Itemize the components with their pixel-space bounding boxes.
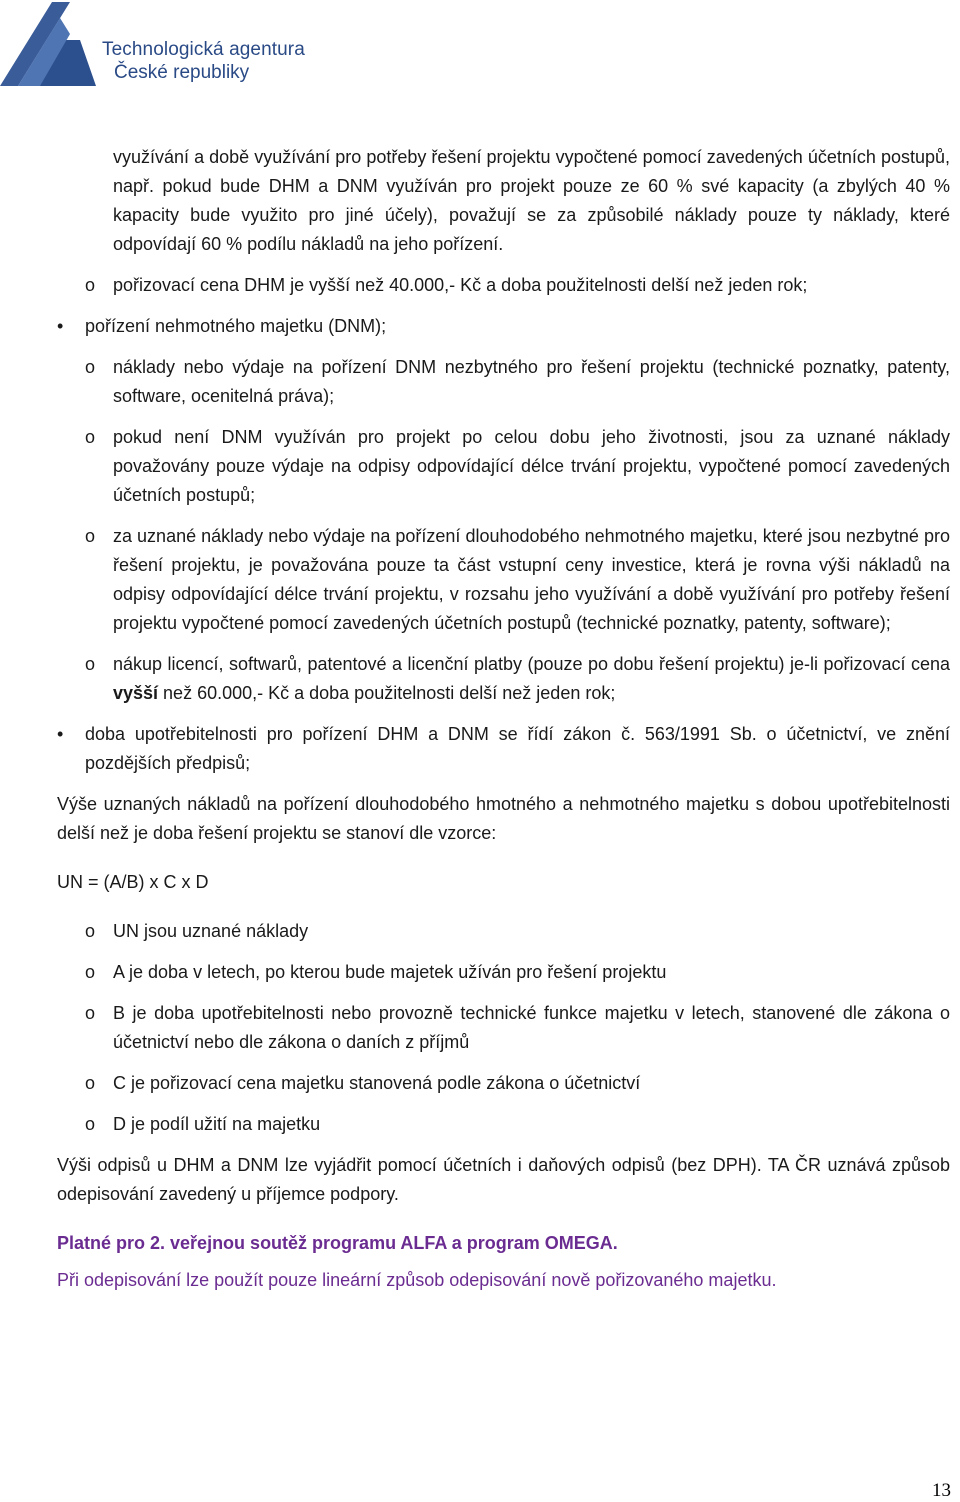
bullet-icon: • (57, 724, 64, 744)
bullet-dnm (57, 312, 950, 341)
formula-item-text: A je doba v letech, po kterou bude majetek užíván pro řešení projektu (113, 962, 667, 982)
bullet-icon: • (57, 316, 64, 336)
formula-intro: Výše uznaných nákladů na pořízení dlouhodobého hmotného a nehmotného majetku s dobou upotřebitelnosti delší než je doba řešení projektu se stanoví dle vzorce: (57, 794, 950, 843)
note-title: Platné pro 2. veřejnou soutěž programu ALFA a program OMEGA. (57, 1233, 618, 1253)
formula-item-text: C je pořizovací cena majetku stanovená podle zákona o účetnictví (113, 1073, 641, 1093)
formula-item-a (57, 958, 950, 987)
circle-marker-icon: o (85, 1114, 96, 1134)
note-text: Při odepisování lze použít pouze lineární způsob odepisování nově pořizovaného majetku. (57, 1270, 777, 1290)
bullet-text: pořízení nehmotného majetku (DNM); (85, 316, 387, 336)
bullet-text: doba upotřebitelnosti pro pořízení DHM a DNM se řídí zákon č. 563/1991 Sb. o účetnictví, ve znění pozdějších předpisů; (85, 724, 950, 773)
tacr-logo (0, 0, 330, 95)
license-text-bold: vyšší (113, 683, 159, 703)
list-item-text: pořizovací cena DHM je vyšší než 40.000,- Kč a doba použitelnosti delší než jeden rok; (113, 275, 808, 295)
list-item-text: za uznané náklady nebo výdaje na pořízení dlouhodobého nehmotného majetku, které jsou nezbytné pro řešení projektu, je považována pouze ta část vstupní ceny investice, která je rovna výši nákladů na odpisy odpovídající délce trvání projektu, v rozsahu jeho využívání a době využívání pro potřeby řešení projektu vypočtené pomocí zavedených účetních postupů (technické poznatky, patenty, software); (113, 526, 950, 633)
formula: UN = (A/B) x C x D (57, 872, 209, 892)
circle-marker-icon: o (85, 526, 96, 546)
list-item-licenses (57, 650, 950, 708)
circle-marker-icon: o (85, 654, 96, 674)
formula-item-text: D je podíl užití na majetku (113, 1114, 321, 1134)
intro-continuation: využívání a době využívání pro potřeby řešení projektu vypočtené pomocí zavedených účetních postupů, např. pokud bude DHM a DNM využíván pro projekt pouze ze 60 % své kapacity (a zbylých 40 % kapacity bude využito pro jiné účely), považují se za způsobilé náklady pouze ty náklady, které odpovídají 60 % podílu nákladů na jeho pořízení. (113, 147, 950, 254)
circle-marker-icon: o (85, 921, 96, 941)
document-body (57, 143, 950, 1295)
formula-item-un (57, 917, 950, 946)
circle-marker-icon: o (85, 427, 96, 447)
formula-item-c (57, 1069, 950, 1098)
list-item-dnm-partial (57, 423, 950, 510)
formula-item-d (57, 1110, 950, 1139)
formula-item-text: B je doba upotřebitelnosti nebo provozně technické funkce majetku v letech, stanovené dle zákona o účetnictví nebo dle zákona o daních z příjmů (113, 1003, 950, 1052)
logo-text-line1: Technologická agentura (102, 39, 305, 60)
circle-marker-icon: o (85, 962, 96, 982)
formula-item-b (57, 999, 950, 1057)
circle-marker-icon: o (85, 1003, 96, 1023)
logo-text-line2: České republiky (114, 62, 250, 83)
page-number: 13 (932, 1480, 951, 1501)
list-item-dnm-longterm (57, 522, 950, 638)
license-text-after: než 60.000,- Kč a doba použitelnosti delší než jeden rok; (158, 683, 616, 703)
tacr-logo-mark-icon (0, 0, 105, 92)
list-item-text: pokud není DNM využíván pro projekt po celou dobu jeho životnosti, jsou za uznané náklady považovány pouze výdaje na odpisy odpovídající délce trvání projektu, vypočtené pomocí zavedených účetních postupů; (113, 427, 950, 505)
bullet-depreciation-law (57, 720, 950, 778)
circle-marker-icon: o (85, 357, 96, 377)
license-text-before: nákup licencí, softwarů, patentové a licenční platby (pouze po dobu řešení projektu) je-li pořizovací cena (113, 654, 950, 674)
odpisy-paragraph: Výši odpisů u DHM a DNM lze vyjádřit pomocí účetních i daňových odpisů (bez DPH). TA ČR uznává způsob odepisování zavedený u příjemce podpory. (57, 1155, 950, 1204)
list-item-dnm-costs (57, 353, 950, 411)
list-item-dhm-price (57, 271, 950, 300)
circle-marker-icon: o (85, 1073, 96, 1093)
formula-item-text: UN jsou uznané náklady (113, 921, 309, 941)
list-item-text: náklady nebo výdaje na pořízení DNM nezbytného pro řešení projektu (technické poznatky, patenty, software, ocenitelná práva); (113, 357, 950, 406)
circle-marker-icon: o (85, 275, 96, 295)
